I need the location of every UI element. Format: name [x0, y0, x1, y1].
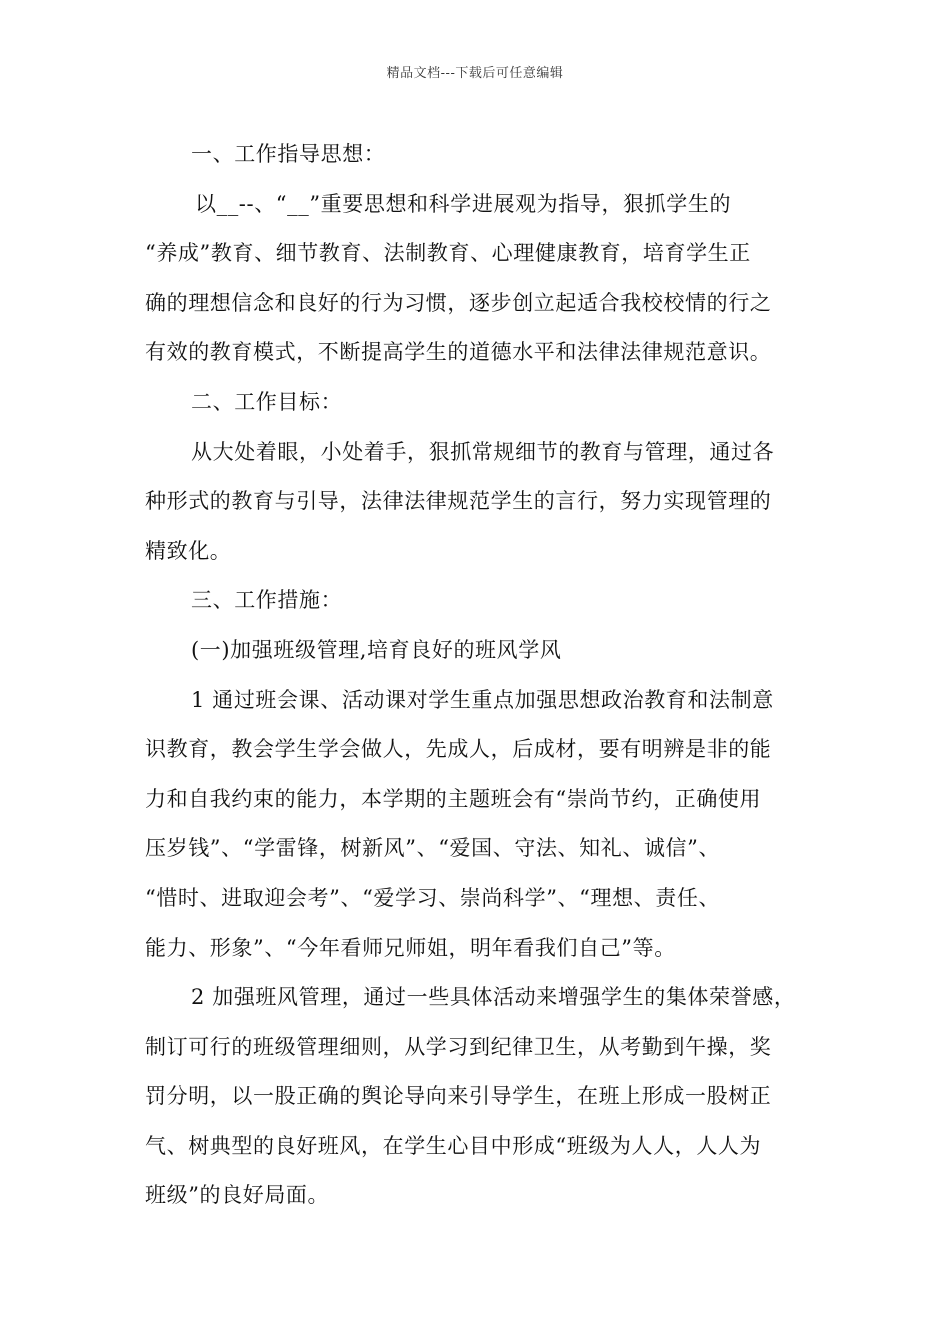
heading-work-measures: 三、工作措施：: [191, 588, 343, 613]
paragraph-line: “惜时、进取迎会考”、“爱学习、崇尚科学”、“理想、责任、: [145, 885, 721, 910]
paragraph-line: 1 通过班会课、活动课对学生重点加强思想政治教育和法制意: [191, 687, 774, 712]
paragraph-line: 2 加强班风管理，通过一些具体活动来增强学生的集体荣誉感，: [191, 985, 796, 1010]
subheading-class-management: (一)加强班级管理,培育良好的班风学风: [191, 637, 562, 662]
document-body: [145, 130, 815, 1221]
paragraph-line: 能力、形象”、“今年看师兄师姐，明年看我们自己”等。: [145, 935, 676, 960]
paragraph-line: 识教育，教会学生学会做人，先成人，后成材，要有明辨是非的能: [145, 737, 772, 762]
paragraph-line: 制订可行的班级管理细则，从学习到纪律卫生，从考勤到午操，奖: [145, 1034, 772, 1059]
paragraph-line: 班级”的良好局面。: [145, 1183, 330, 1208]
heading-guiding-ideology: 一、工作指导思想：: [191, 142, 386, 166]
paragraph-line: 从大处着眼，小处着手，狠抓常规细节的教育与管理，通过各: [191, 439, 775, 464]
paragraph-line: 罚分明，以一股正确的舆论导向来引导学生，在班上形成一股树正: [145, 1084, 772, 1109]
paragraph-line: 确的理想信念和良好的行为习惯，逐步创立起适合我校校情的行之: [145, 290, 772, 315]
paragraph-line: 有效的教育模式，不断提高学生的道德水平和法律法律规范意识。: [145, 340, 772, 365]
paragraph-line: “养成”教育、细节教育、法制教育、心理健康教育，培育学生正: [145, 241, 751, 266]
paragraph-line: 以__--、“__”重要思想和科学进展观为指导，狠抓学生的: [195, 191, 732, 216]
paragraph-line: 气、树典型的良好班风，在学生心目中形成“班级为人人，人人为: [145, 1133, 762, 1158]
paragraph-line: 精致化。: [145, 538, 232, 563]
paragraph-line: 力和自我约束的能力，本学期的主题班会有“崇尚节约，正确使用: [145, 786, 762, 811]
paragraph-line: 压岁钱”、“学雷锋，树新风”、“爱国、守法、知礼、诚信”、: [145, 836, 721, 861]
paragraph-line: 种形式的教育与引导，法律法律规范学生的言行，努力实现管理的: [145, 489, 772, 514]
heading-work-goals: 二、工作目标：: [191, 389, 343, 414]
page-header: 精品文档---下载后可任意编辑: [386, 66, 564, 81]
